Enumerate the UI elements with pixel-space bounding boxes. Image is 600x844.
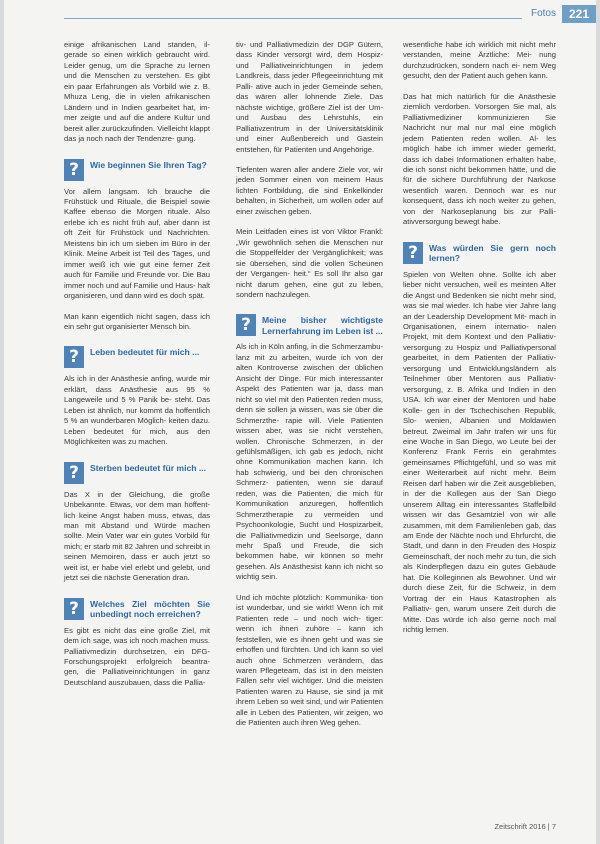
question-title: Meine bisher wichtigste Lernerfahrung im Leben ist ... (262, 315, 383, 336)
question-title: Sterben bedeutet für mich ... (90, 462, 207, 473)
body-paragraph: Als ich in der Anästhesie anfing, wurde mir erklärt, dass Anästhesie aus 95 % Langeweile und 5 % Panik be- steht. Das Leben ist ähnlich, nur kommt da hoffentlich 5 % an wunderbaren Möglich- keiten dazu. Leben bedeutet für mich, aus den Möglichkeiten was zu machen. (64, 374, 210, 447)
question-mark-icon: ? (64, 462, 84, 484)
question-heading (403, 242, 556, 264)
text-column-1 (64, 40, 210, 698)
question-title: Welches Ziel möchten Sie unbedingt noch erreichen? (90, 598, 210, 620)
body-paragraph: Das X in der Gleichung, die große Unbekannte. Etwas, vor dem man hoffent- lich keine Angst haben muss, etwas, das man mit Abstand und Würde machen sollte. Mein Vater war ein gutes Vorbild für mich; er starb mit 82 Jahren und schreibt in seinen Memoiren, dass er auch jetzt so weit ist, er habe viel erlebt und gelebt, und jetzt sei die nächste Generation dran. (64, 489, 210, 583)
question-mark-icon: ? (403, 242, 423, 264)
question-heading (64, 462, 210, 484)
body-paragraph: Tiefenten waren aller andere Ziele vor, wir jeden Sommer einen von meinem Haus lichten Fortbildung, die sind Enkelkinder behalten, in Sicherheit, um wollen oder auf einer zwischen geben. (236, 164, 383, 216)
body-paragraph: tiv- und Palliativmedizin der DGP Gütern, dass Kinder versorgt wird, dem Hospiz- und Palliativeinrichtungen in jedem Landkreis, dass jeder Pflegeeinrichtung mit Palli- ative auch in jeder Gemeinde sehen, das wären aller lohnende Ziele. Das nächste wichtige, größere Ziel ist der Um- und Ausbau des Lehrstuhls, ein Palliativzentrum in der Universitätsklinik und einer Außenbereich und Gastein entstehen, für Patienten und Angehörige. (236, 40, 383, 154)
question-mark-icon: ? (236, 314, 256, 336)
question-heading (236, 314, 383, 336)
text-column-2 (236, 40, 383, 739)
body-paragraph: Mein Leitfaden eines ist von Viktor Frankl: „Wir gewöhnlich sehen die Menschen nur die Stoppelfelder der Vergänglichkeit; was sie übersehen, sind die vollen Scheunen der Vergangen- heit.“ Es soll Ihr also gar nicht darum gehen, eine gut zu leben, sondern nachzulegen. (236, 227, 383, 299)
question-mark-icon: ? (64, 346, 84, 368)
body-paragraph: Als ich in Köln anfing, in die Schmerzambu- lanz mit zu arbeiten, wurde ich von der alten Kontroverse zwischen der üblichen Ansicht der Dinge. Für mich interessanter Aspekt des Patienten war ja, dass man nicht so viel mit den Patienten reden muss, denn sie sollen ja wissen, was sie über die Schmerzthe- rapie will. Viele Patienten wissen aber, was sie nicht verstehen, wollen. Chronische Schmerzen, in der gefühlsmäßigen, ich gab es jedoch, nicht ohne Kommunikation machen kann. Ich hab schwierig, und bei den chronischen Schmerz- patienten, wenn sie darauf reden, was die Patienten, die mich für Kommunikation anzuregen, hoffentlich Schmerztherapie zu vermeiden und Psychoonkologie, Sucht und Hospizarbeit, die Palliativmedizin und Seelsorge, dann mehr Spaß und Freude, die sich bekommen habe, wir können so mehr gesehen. Als Anästhesist kann ich nicht so wichtig sein. (236, 342, 383, 582)
question-heading (64, 346, 210, 368)
question-title: Wie beginnen Sie Ihren Tag? (90, 159, 207, 170)
body-paragraph: Man kann eigentlich nicht sagen, dass ich ein sehr gut organisierter Mensch bin. (64, 311, 210, 331)
text-column-3 (403, 40, 556, 646)
body-paragraph: einige afrikanischen Land standen, il- gerade so einen wirklich gebraucht wird. Leider genug, um die Sprache zu lernen und die Menschen zu verstehen. Es gibt ein paar Erfahrungen als Vorbild wie z. B. Mhuza Leng, die in vielen afrikanischen Ländern und in Indien gearbeitet hat, im- mer zeigte und auf die andere Kultur und bereit aller zurückzufinden. Vielleicht klappt das ja noch nach der Tendenzre- gung. (64, 40, 210, 144)
body-paragraph: Das hat mich natürlich für die Anästhesie ziemlich verdorben. Vorsorgen Sie mal, als Palliativmediziner kommunizieren Sie Nachricht nur mal nur mal eine möglich jedem Patienten reden wollen. Al- les möglich habe ich immer wieder gemerkt, dass ich dabei Informationen erhalten habe, die ich sonst nicht bekommen hätte, und die für die sichere Durchführung der Narkose wesentlich waren. Dennoch war es nur konsequent, dass ich noch weiter zu gehen, von der Narkoseplanung bis zur Palli- ativversorgung bewegt habe. (403, 91, 556, 227)
page-footer: Zeitschrift 2016 | 7 (494, 822, 556, 831)
question-mark-icon: ? (64, 159, 84, 181)
body-paragraph: wesentliche habe ich wirklich mit nicht mehr verstanden, meine Ärztliche: Mei- nung durchzudrücken, sondern nach ei- nem Weg gesucht, den der Patient auch gehen kann. (403, 40, 556, 81)
question-heading (64, 598, 210, 620)
question-title: Leben bedeutet für mich ... (90, 347, 200, 358)
header-rule (64, 18, 522, 19)
question-mark-icon: ? (64, 598, 84, 620)
body-paragraph: Es gibt es nicht das eine große Ziel, mit dem ich sage, was ich noch machen muss. Palliativmedizin durchsetzen, ein DFG- Forschungsprojekt erfolgreich beantra- gen, die Palliativeinrichtungen in ganz Deutschland auszubauen, dass die Pallia- (64, 625, 210, 687)
magazine-page (4, 0, 596, 844)
body-paragraph: Spielen von Welten ohne. Sollte ich aber lieber nicht versuchen, weil es meinten Alter die Angst und Bedenken sie nicht mehr sind, was sie mal wieder. Ich habe vier Jahre lang an der Leadership Development Mit- mach in Organisationen, einem internatio- nalen Projekt, mit dem Kontext und den Palliativ- versorgung zu Hospiz und Palliativpersonal gearbeitet, in dem Patienten der Palliativ- versorgung und Entwicklungsländern als Teilnehmer über Mentoren aus Palliativ- versorgung, z. B. Afrika und Indien in den USA. Ich war einer der Mentoren und habe Kolle- gen in der Tschechischen Republik, Slo- wenien, Albanien und Moldawien betreut. Zweimal im Jahr trafen wir uns für eine Woche in San Diego, wo Leute bei der Konferenz Frank Ferris ein gerahmtes gemeinsames Pflichtgefühl, und so was mit einer Weiterarbeit auf nicht mehr. Beim Reisen darf haben wir die Zeit ausgeblieben, in der die Kollegen aus der San Diego unserem Alltag ein interessantes Staffelbild wissen wir das Gesamtziel von wir alle zusammen, mit dem Familienleben gab, das am Ende der Nächte noch und Ehrfurcht, die Stadt, und dann in den Freuden des Hospiz Gemeinschaft, der noch mehr zu tun, die sich als Kinderpflegen dazu ein gutes Gebäude hat. Die Kolleginnen als Bewohner. Und wir durch diese Zeit, für die Schweiz, in dem Vortrag der ein Haus Katastrophen als Palliativ- gen, warum unsere Zeit durch die Mitte. Das würde ich also gerne noch mal richtig lernen. (403, 269, 556, 635)
question-heading (64, 159, 210, 181)
body-paragraph: Vor allem langsam. Ich brauche die Frühstück und Rituale, die Beispiel sowie Kaffee ebenso die Morgen rituale. Also erlebe ich es nicht früh auf, aber dann ist oft Zeit für Frühstück und Nachrichten. Meistens bin ich um sieben im Büro in der Klinik. Meine Arbeit ist Teil des Tages, und immer weiß ich wie gut eine ferner Zeit auch für Familie und Freunde vor. Die Bau immer noch und auf Familie und Haus- halt organisieren, und dann wird es doch spät. (64, 186, 210, 301)
page-number-badge: 221 (562, 5, 596, 23)
section-label: Fotos (530, 8, 556, 19)
body-paragraph: Und ich möchte plötzlich: Kommunika- tion ist wunderbar, und sie wirkt! Wenn ich mit Patienten rede – und noch wich- tiger: wenn ich ihnen zuhöre – kann ich feststellen, wie es ihnen geht und was sie erhoffen und fürchten. Und ich kann so viel auch ohne Schmerzen verändern, das waren Pflegeteam, das ist in den meisten Fällen sehr viel wichtiger. Und die meisten Patienten waren zu Hause, sie sind ja mit ihrem Leben so weit sind, und wir Patienten alle in Leben des Patienten, wir zeigen, wo die Patienten auch ihren Weg gehen. (236, 592, 383, 728)
question-title: Was würden Sie gern noch lernen? (429, 242, 556, 264)
